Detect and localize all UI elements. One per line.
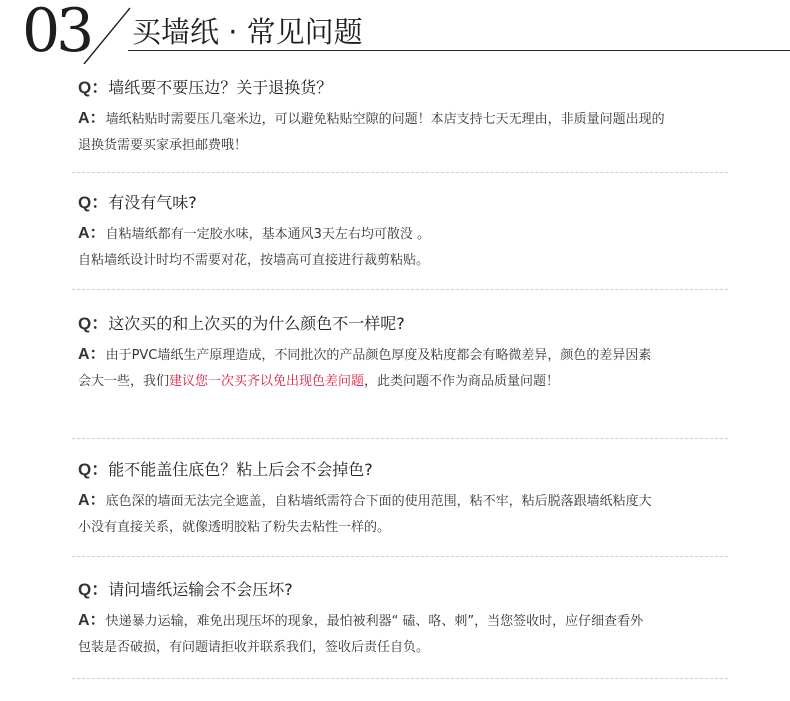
section-header [0, 0, 790, 66]
answer-tag: A： [78, 225, 106, 242]
question-tag: Q： [78, 460, 109, 479]
answer-line: 由于PVC墙纸生产原理造成，不同批次的产品颜色厚度及粘度都会有略微差异，颜色的差异因素 [105, 348, 652, 363]
header-rule [128, 50, 790, 51]
faq-answer [78, 106, 758, 159]
answer-line: 自粘墙纸都有一定胶水味，基本通风3天左右均可散没 。 [105, 227, 430, 242]
answer-tag: A： [78, 110, 106, 127]
faq-item-return-policy [78, 76, 758, 159]
question-text: 能不能盖住底色？粘上后会不会掉色? [108, 460, 373, 479]
section-divider [72, 556, 728, 557]
question-tag: Q： [78, 193, 109, 212]
answer-line: 自粘墙纸设计时均不需要对花，按墙高可直接进行裁剪粘贴。 [78, 253, 430, 268]
answer-line: 包装是否破损，有问题请拒收并联系我们，签收后责任自负。 [78, 640, 430, 655]
faq-question [78, 312, 758, 336]
answer-tag: A： [78, 346, 106, 363]
slash-decoration [70, 6, 140, 64]
section-divider [72, 678, 728, 679]
answer-line-text: ，此类问题不作为商品质量问题！ [364, 374, 560, 389]
faq-question [78, 578, 758, 602]
question-tag: Q： [78, 580, 109, 599]
section-divider [72, 438, 728, 439]
answer-tag: A： [78, 612, 106, 629]
highlighted-advice: 建议您一次买齐以免出现色差问题 [169, 374, 365, 389]
section-divider [72, 172, 728, 173]
section-divider [72, 289, 728, 290]
answer-line: 墙纸粘贴时需要压几毫米边，可以避免粘贴空隙的问题！本店支持七天无理由，非质量问题出现的 [105, 112, 665, 127]
faq-item-color-difference [78, 312, 758, 395]
answer-line: 退换货需要买家承担邮费哦！ [78, 138, 248, 153]
faq-question [78, 191, 758, 215]
faq-answer [78, 488, 758, 541]
answer-line: 小没有直接关系，就像透明胶粘了粉失去粘性一样的。 [78, 520, 391, 535]
question-tag: Q： [78, 314, 109, 333]
faq-item-odor [78, 191, 758, 274]
section-number: 03 [22, 0, 91, 66]
answer-line: 底色深的墙面无法完全遮盖，自粘墙纸需符合下面的使用范围，粘不牢，粘后脱落跟墙纸粘度大 [105, 494, 652, 509]
faq-answer [78, 608, 758, 661]
faq-item-coverage [78, 458, 758, 541]
question-text: 这次买的和上次买的为什么颜色不一样呢? [108, 314, 405, 333]
answer-line-text: 会大一些，我们 [78, 374, 170, 389]
answer-tag: A： [78, 492, 106, 509]
faq-question [78, 76, 758, 100]
faq-question [78, 458, 758, 482]
faq-answer [78, 342, 758, 395]
question-text: 墙纸要不要压边？关于退换货？ [108, 78, 333, 97]
page-title: 买墙纸 · 常见问题 [132, 15, 363, 49]
answer-line: 快递暴力运输，难免出现压坏的现象，最怕被利器“ 磕、咯、刺”，当您签收时，应仔细查看外 [105, 614, 644, 629]
question-tag: Q： [78, 78, 109, 97]
faq-answer [78, 221, 758, 274]
faq-item-shipping-damage [78, 578, 758, 661]
question-text: 有没有气味? [108, 193, 197, 212]
question-text: 请问墙纸运输会不会压坏? [108, 580, 293, 599]
